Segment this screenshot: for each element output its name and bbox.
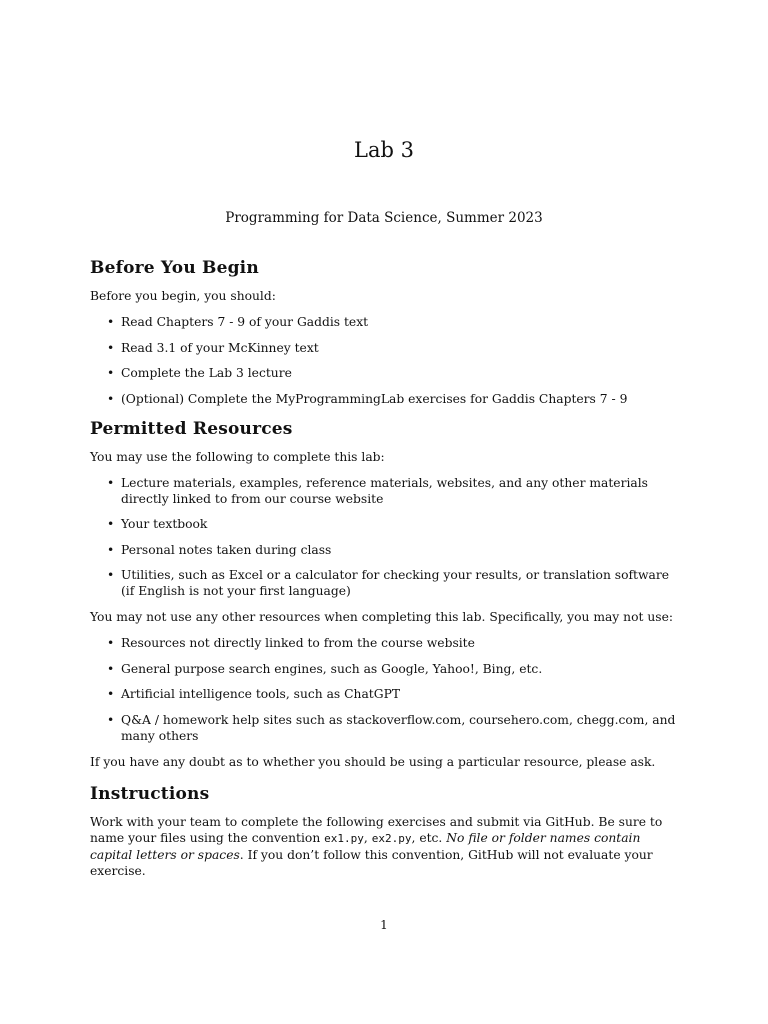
filename-example-2: ex2.py — [371, 831, 412, 845]
bullet-icon: • — [107, 517, 115, 531]
list-item: • Personal notes taken during class — [107, 542, 332, 557]
page-number: 1 — [380, 918, 388, 932]
bullet-icon: • — [107, 712, 115, 727]
list-item: • Resources not directly linked to from the course website — [107, 636, 475, 650]
list-item: • Q&A / homework help sites such as stackoverflow.com, coursehero.com, chegg.com, and many others — [107, 712, 676, 743]
list-item: • Artificial intelligence tools, such as ChatGPT — [107, 687, 401, 701]
permitted-list — [90, 475, 680, 600]
section-heading-before-you-begin: Before You Begin — [90, 258, 259, 278]
section-before-you-begin — [90, 260, 680, 407]
not-permitted-intro: You may not use any other resources when completing this lab. Specifically, you may not use: — [90, 610, 673, 624]
list-item: • Read 3.1 of your McKinney text — [107, 340, 319, 355]
section-heading-permitted-resources: Permitted Resources — [90, 418, 293, 439]
bullet-icon: • — [107, 340, 115, 355]
bullet-icon: • — [107, 542, 115, 557]
bullet-icon: • — [107, 661, 115, 676]
not-permitted-list — [90, 635, 680, 744]
section-instructions — [90, 783, 680, 879]
bullet-icon: • — [107, 636, 115, 650]
list-item: • Your textbook — [107, 517, 208, 531]
list-item: • General purpose search engines, such as Google, Yahoo!, Bing, etc. — [107, 661, 543, 676]
section-permitted-resources — [90, 418, 680, 770]
document-subtitle: Programming for Data Science, Summer 2023 — [225, 210, 543, 226]
before-intro: Before you begin, you should: — [90, 289, 276, 303]
filename-example-1: ex1.py — [324, 831, 364, 845]
doubt-note: If you have any doubt as to whether you should be using a particular resource, please ask. — [90, 754, 656, 769]
document-title: Lab 3 — [354, 138, 414, 162]
list-item: • Complete the Lab 3 lecture — [107, 366, 292, 380]
bullet-icon: • — [107, 391, 115, 406]
instructions-paragraph: Work with your team to complete the following exercises and submit via GitHub. Be sure to name your files using the convention ex1.py, ex2.py, etc. No file or folder names contain capital letters or spaces. If you don’t follow this convention, GitHub will not evaluate your exercise. — [90, 814, 663, 878]
document-body — [90, 260, 680, 889]
list-item: • (Optional) Complete the MyProgrammingLab exercises for Gaddis Chapters 7 - 9 — [107, 391, 628, 406]
permitted-intro: You may use the following to complete this lab: — [90, 449, 385, 464]
section-heading-instructions: Instructions — [90, 783, 210, 804]
bullet-icon: • — [107, 687, 115, 701]
list-item: • Read Chapters 7 - 9 of your Gaddis text — [107, 315, 369, 329]
naming-rule-emphasis: No file or folder names contain capital letters or spaces — [90, 830, 641, 862]
bullet-icon: • — [107, 475, 115, 490]
bullet-icon: • — [107, 568, 115, 582]
bullet-icon: • — [107, 315, 115, 329]
list-item: • Lecture materials, examples, reference materials, websites, and any other materials directly linked to from our course website — [107, 475, 648, 506]
before-list — [90, 314, 680, 407]
list-item: • Utilities, such as Excel or a calculator for checking your results, or translation software (if English is not your first language) — [107, 568, 669, 598]
bullet-icon: • — [107, 366, 115, 380]
